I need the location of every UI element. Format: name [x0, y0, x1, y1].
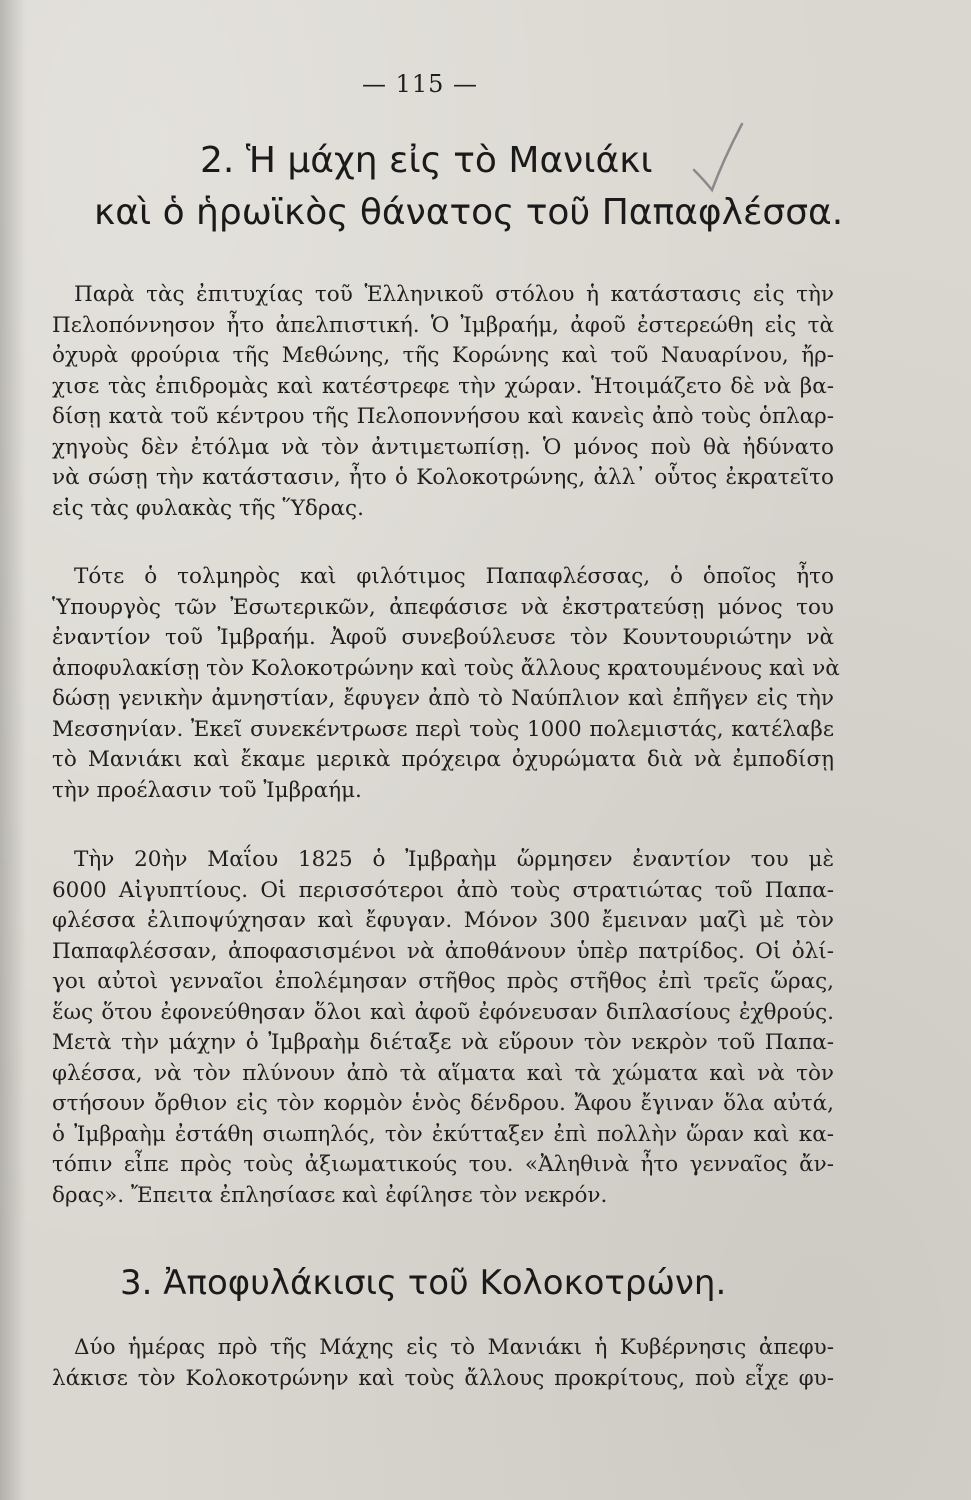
text-line: δώσῃ γενικὴν ἀμνηστίαν, ἔφυγεν ἀπὸ τὸ Ναύπλιον καὶ ἐπῆγεν εἰς τὴν: [52, 686, 834, 711]
section-2-heading-line-1: [200, 140, 653, 181]
text-line: φλέσσα ἐλιποψύχησαν καὶ ἔφυγαν. Μόνον 300 ἔμειναν μαζὶ μὲ τὸν: [52, 908, 834, 933]
text-line: ὀχυρὰ φρούρια τῆς Μεθώνης, τῆς Κορώνης καὶ τοῦ Ναυαρίνου, ἤρ-: [52, 343, 834, 368]
text-line: εἰς τὰς φυλακὰς τῆς Ὕδρας.: [52, 495, 364, 521]
section-2-title-line-1: Ἡ μάχη εἰς τὸ Μανιάκι: [245, 140, 653, 181]
paragraph-4: [52, 1333, 834, 1394]
text-line: τόπιν εἶπε πρὸς τοὺς ἀξιωματικούς του. «Ἀληθινὰ ἦτο γενναῖος ἄν-: [52, 1152, 834, 1177]
text-line: Τὴν 20ὴν Μαΐου 1825 ὁ Ἰμβραὴμ ὥρμησεν ἐναντίον του μὲ: [74, 847, 834, 872]
text-line: νὰ σώσῃ τὴν κατάστασιν, ἦτο ὁ Κολοκοτρώνης, ἀλλ᾿ οὗτος ἐκρατεῖτο: [52, 465, 834, 490]
text-line: ὁ Ἰμβραὴμ ἐστάθη σιωπηλός, τὸν ἐκύτταξεν ἐπὶ πολλὴν ὥραν καὶ κα-: [52, 1121, 834, 1147]
text-line: γοι αὐτοὶ γενναῖοι ἐπολέμησαν στῆθος πρὸς στῆθος ἐπὶ τρεῖς ὥρας,: [52, 969, 834, 994]
paragraph-2: [52, 562, 840, 806]
text-line: ἐναντίον τοῦ Ἰμβραήμ. Ἀφοῦ συνεβούλευσε τὸν Κουντουριώτην νὰ: [52, 625, 834, 650]
text-line: Πελοπόννησον ἦτο ἀπελπιστική. Ὁ Ἰμβραήμ, ἀφοῦ ἐστερεώθη εἰς τὰ: [52, 312, 834, 338]
text-line: δρας». Ἔπειτα ἐπλησίασε καὶ ἐφίλησε τὸν νεκρόν.: [52, 1182, 608, 1208]
text-line: Ὑπουργὸς τῶν Ἐσωτερικῶν, ἀπεφάσισε νὰ ἐκστρατεύσῃ μόνος του: [52, 594, 834, 620]
text-line: δίσῃ κατὰ τοῦ κέντρου τῆς Πελοποννήσου καὶ κανεὶς ἀπὸ τοὺς ὁπλαρ-: [52, 404, 834, 429]
text-line: Μεσσηνίαν. Ἐκεῖ συνεκέντρωσε περὶ τοὺς 1000 πολεμιστάς, κατέλαβε: [52, 716, 834, 742]
handwritten-checkmark-icon: [690, 118, 750, 208]
page-number: — 115 —: [361, 70, 479, 98]
text-line: ἀποφυλακίσῃ τὸν Κολοκοτρώνην καὶ τοὺς ἄλλους κρατουμένους καὶ νὰ: [52, 655, 840, 681]
text-line: τὴν προέλασιν τοῦ Ἰμβραήμ.: [52, 777, 362, 803]
text-line: Παρὰ τὰς ἐπιτυχίας τοῦ Ἑλληνικοῦ στόλου ἡ κατάστασις εἰς τὴν: [74, 282, 834, 307]
text-line: Τότε ὁ τολμηρὸς καὶ φιλότιμος Παπαφλέσσας, ὁ ὁποῖος ἦτο: [74, 564, 834, 589]
text-line: Δύο ἡμέρας πρὸ τῆς Μάχης εἰς τὸ Μανιάκι ἡ Κυβέρνησις ἀπεφυ-: [74, 1335, 834, 1360]
text-line: 6000 Αἰγυπτίους. Οἱ περισσότεροι ἀπὸ τοὺς στρατιώτας τοῦ Παπα-: [52, 877, 834, 903]
text-line: χισε τὰς ἐπιδρομὰς καὶ κατέστρεφε τὴν χώραν. Ἡτοιμάζετο δὲ νὰ βα-: [52, 373, 834, 399]
text-line: λάκισε τὸν Κολοκοτρώνην καὶ τοὺς ἄλλους προκρίτους, ποὺ εἶχε φυ-: [52, 1365, 834, 1391]
text-line: Παπαφλέσσαν, ἀποφασισμένοι νὰ ἀποθάνουν ὑπὲρ πατρίδος. Οἱ ὀλί-: [52, 938, 834, 964]
section-3-heading: [120, 1263, 726, 1303]
text-line: ἕως ὅτου ἐφονεύθησαν ὅλοι καὶ ἀφοῦ ἐφόνευσαν διπλασίους ἐχθρούς.: [52, 999, 834, 1025]
text-line: τὸ Μανιάκι καὶ ἔκαμε μερικὰ πρόχειρα ὀχυρώματα διὰ νὰ ἐμποδίσῃ: [52, 747, 834, 772]
paragraph-1: [52, 280, 834, 524]
text-line: φλέσσα, νὰ τὸν πλύνουν ἀπὸ τὰ αἵματα καὶ τὰ χώματα καὶ νὰ τὸν: [52, 1060, 834, 1086]
section-2-title-line-2: καὶ ὁ ἡρωϊκὸς θάνατος τοῦ Παπαφλέσσα.: [94, 192, 844, 233]
paragraph-3: [52, 845, 834, 1211]
section-3-number: 3.: [120, 1263, 153, 1303]
text-line: στήσουν ὄρθιον εἰς τὸν κορμὸν ἑνὸς δένδρου. Ἄφου ἔγιναν ὅλα αὐτά,: [52, 1091, 834, 1116]
text-line: Μετὰ τὴν μάχην ὁ Ἰμβραὴμ διέταξε νὰ εὕρουν τὸν νεκρὸν τοῦ Παπα-: [52, 1030, 834, 1055]
binding-shadow: [0, 0, 26, 1500]
text-line: χηγοὺς δὲν ἐτόλμα νὰ τὸν ἀντιμετωπίσῃ. Ὁ μόνος ποὺ θὰ ἠδύνατο: [52, 434, 834, 460]
section-3-title: Ἀποφυλάκισις τοῦ Κολοκοτρώνη.: [163, 1263, 727, 1303]
section-2-number: 2.: [200, 140, 235, 181]
